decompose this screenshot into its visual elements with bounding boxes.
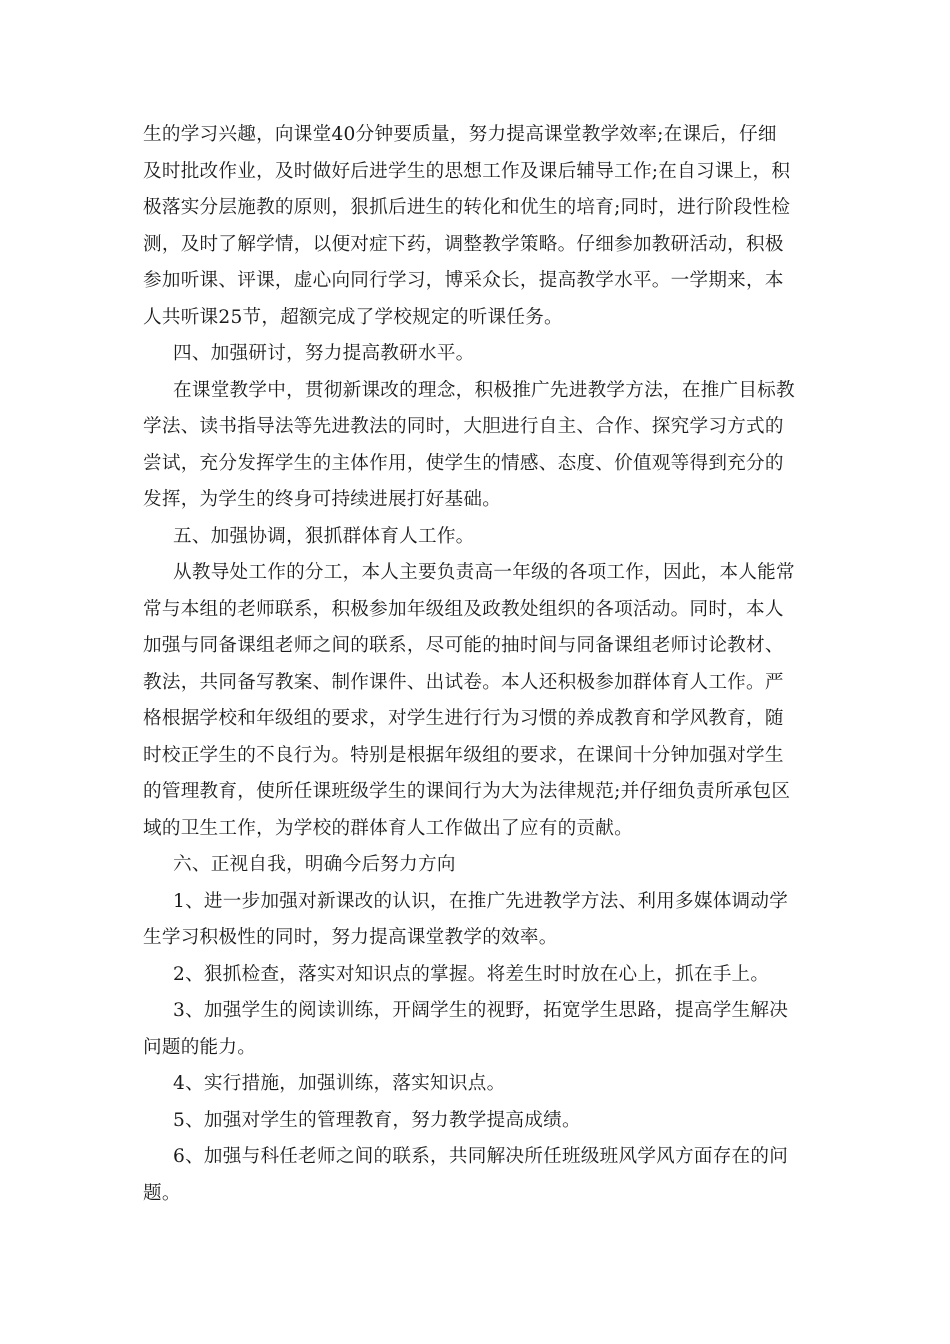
text-line: 五、加强协调，狠抓群体育人工作。: [173, 525, 475, 547]
text-line: 域的卫生工作，为学校的群体育人工作做出了应有的贡献。: [143, 817, 633, 839]
text-line: 六、正视自我，明确今后努力方向: [173, 854, 456, 875]
text-line: 6、加强与科任老师之间的联系，共同解决所任班级班风学风方面存在的问: [173, 1146, 789, 1167]
text-line: 生的学习兴趣，向课堂40分钟要质量，努力提高课堂教学效率;在课后，仔细: [143, 124, 777, 145]
text-line: 人共听课25节，超额完成了学校规定的听课任务。: [143, 306, 563, 328]
text-line: 题。: [143, 1182, 181, 1204]
text-line: 测，及时了解学情，以便对症下药，调整教学策略。仔细参加教研活动，积极: [143, 233, 784, 255]
text-line: 生学习积极性的同时，努力提高课堂教学的效率。: [143, 927, 558, 948]
text-line: 教法，共同备写教案、制作课件、出试卷。本人还积极参加群体育人工作。严: [143, 671, 784, 693]
text-line: 加强与同备课组老师之间的联系，尽可能的抽时间与同备课组老师讨论教材、: [143, 635, 784, 656]
text-line: 在课堂教学中，贯彻新课改的理念，积极推广先进教学方法，在推广目标教: [173, 379, 795, 401]
document-body: [143, 117, 807, 1212]
text-line: 的管理教育，使所任课班级学生的课间行为大为法律规范;并仔细负责所承包区: [143, 781, 791, 802]
text-line: 4、实行措施，加强训练，落实知识点。: [173, 1073, 506, 1094]
text-line: 格根据学校和年级组的要求，对学生进行行为习惯的养成教育和学风教育，随: [143, 708, 784, 729]
text-line: 从教导处工作的分工，本人主要负责高一年级的各项工作，因此，本人能常: [173, 562, 795, 583]
text-line: 2、狠抓检查，落实对知识点的掌握。将差生时时放在心上，抓在手上。: [173, 963, 770, 985]
text-line: 参加听课、评课，虚心向同行学习，博采众长，提高教学水平。一学期来，本: [143, 270, 784, 291]
text-line: 问题的能力。: [143, 1036, 257, 1058]
text-line: 5、加强对学生的管理教育，努力教学提高成绩。: [173, 1109, 581, 1131]
text-line: 发挥，为学生的终身可持续进展打好基础。: [143, 489, 502, 510]
text-line: 常与本组的老师联系，积极参加年级组及政教处组织的各项活动。同时，本人: [143, 598, 784, 620]
text-line: 及时批改作业，及时做好后进学生的思想工作及课后辅导工作;在自习课上，积: [143, 160, 791, 182]
text-line: 四、加强研讨，努力提高教研水平。: [173, 343, 475, 364]
text-line: 1、进一步加强对新课改的认识，在推广先进教学方法、利用多媒体调动学: [173, 890, 789, 912]
text-line: 尝试，充分发挥学生的主体作用，使学生的情感、态度、价值观等得到充分的: [143, 452, 784, 474]
text-line: 时校正学生的不良行为。特别是根据年级组的要求，在课间十分钟加强对学生: [143, 744, 784, 766]
text-line: 学法、读书指导法等先进教法的同时，大胆进行自主、合作、探究学习方式的: [143, 416, 784, 437]
text-line: 3、加强学生的阅读训练，开阔学生的视野，拓宽学生思路，提高学生解决: [173, 1000, 789, 1021]
text-line: 极落实分层施教的原则，狠抓后进生的转化和优生的培育;同时，进行阶段性检: [143, 197, 791, 218]
